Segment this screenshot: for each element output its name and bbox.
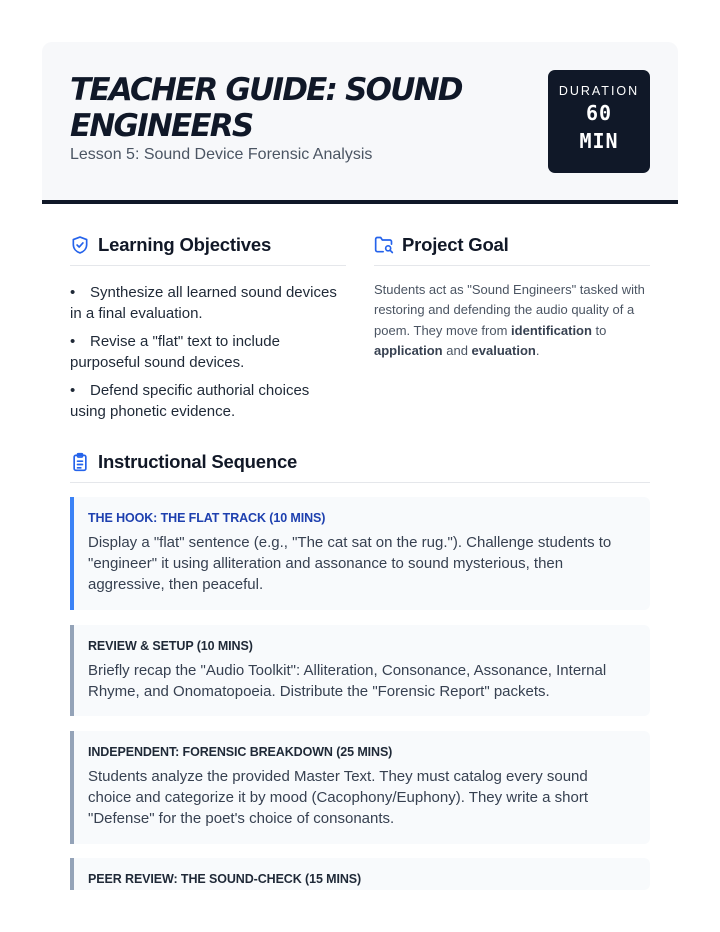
sequence-step-peer-review [70,858,650,890]
objectives-title: Learning Objectives [98,234,272,255]
sequence-title: Instructional Sequence [98,451,298,472]
duration-value: 60 [585,101,613,125]
goal-title: Project Goal [402,234,509,255]
sequence-heading [70,451,650,483]
duration-unit: MIN [579,129,619,153]
step-body: Briefly recap the "Audio Toolkit": Alliteration, Consonance, Assonance, Internal Rhyme, and Onomatopoeia. Distribute the "Forensic Report" packets. [88,662,607,700]
folder-search-icon [374,235,394,255]
goal-heading [374,234,650,266]
title-line-1: TEACHER GUIDE: SOUND [70,72,462,108]
list-item: • Synthesize all learned sound devices in a final evaluation. [70,284,337,322]
step-title: INDEPENDENT: FORENSIC BREAKDOWN (25 MINS) [88,745,393,759]
duration-label: DURATION [558,84,640,98]
duration-badge [548,70,650,173]
sequence-step-independent [70,731,650,844]
list-item: • Revise a "flat" text to include purposeful sound devices. [70,333,280,371]
step-body: Display a "flat" sentence (e.g., "The cat sat on the rug."). Challenge students to "engineer" it using alliteration and assonance to sound mysterious, then aggressive, then peaceful. [88,534,612,593]
header [42,42,678,200]
clipboard-list-icon [70,452,90,472]
shield-check-icon [70,235,90,255]
step-body: Students analyze the provided Master Text. They must catalog every sound choice and categorize it by mood (Cacophony/Euphony). They write a short "Defense" for the poet's choice of consonants. [88,768,588,827]
title-line-2: ENGINEERS [70,108,253,144]
sequence-step-review [70,625,650,716]
objectives-list [70,282,346,429]
page-subtitle: Lesson 5: Sound Device Forensic Analysis [70,146,373,163]
objectives-heading [70,234,346,266]
page-title [70,72,510,144]
list-item: • Defend specific authorial choices using phonetic evidence. [70,382,310,420]
header-divider [42,200,678,204]
step-title: REVIEW & SETUP (10 MINS) [88,639,253,653]
step-title: THE HOOK: THE FLAT TRACK (10 MINS) [88,511,326,525]
goal-text: Students act as "Sound Engineers" tasked with restoring and defending the audio quality of a poem. They move from identification to application and evaluation. [374,282,645,358]
step-title: PEER REVIEW: THE SOUND-CHECK (15 MINS) [88,872,362,886]
sequence-step-hook [70,497,650,610]
